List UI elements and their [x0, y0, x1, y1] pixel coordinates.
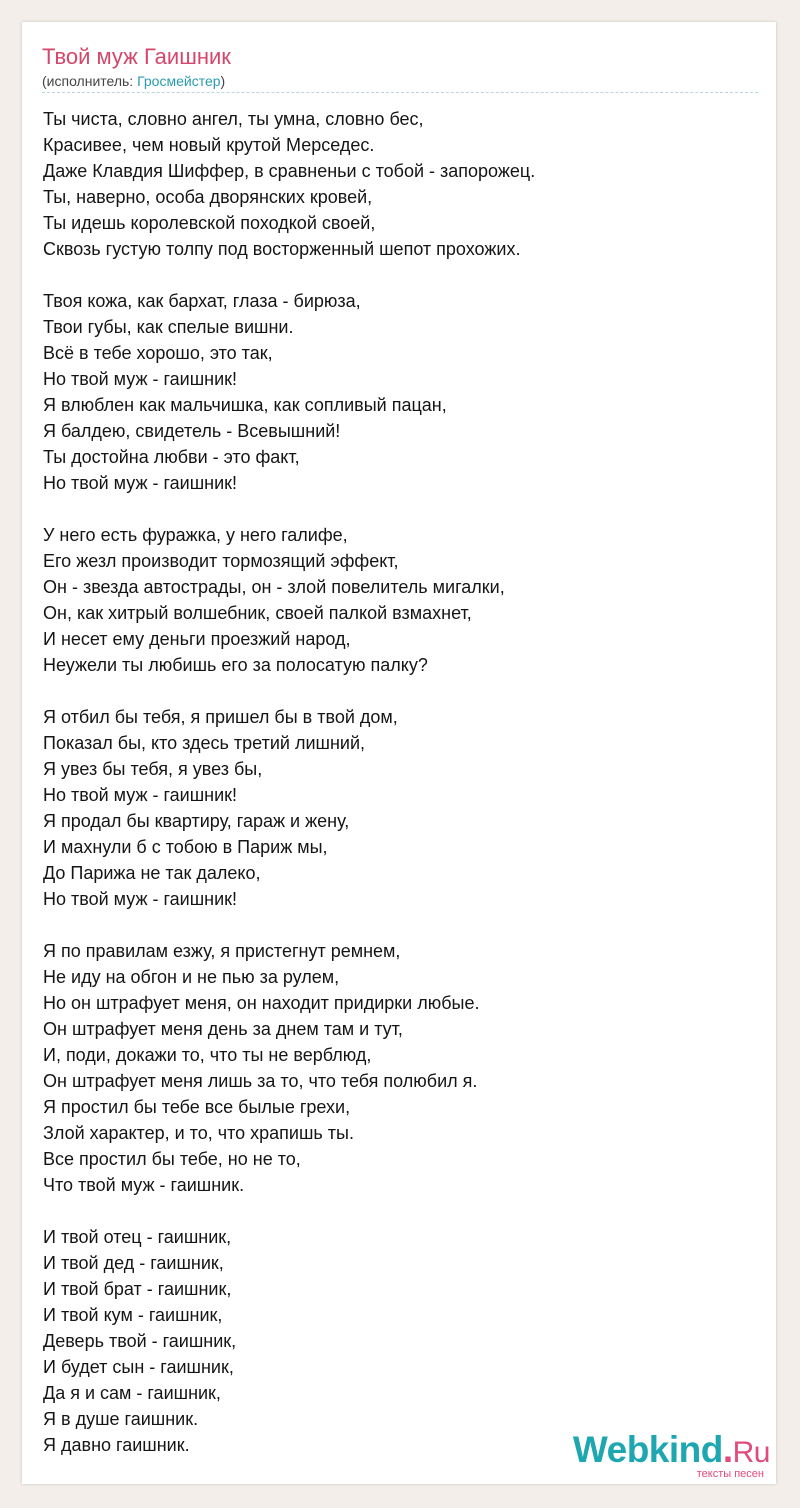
lyric-line: Я по правилам езжу, я пристегнут ремнем,	[43, 941, 401, 961]
lyric-line: Но твой муж - гаишник!	[43, 785, 238, 805]
lyric-line: Я простил бы тебе все былые грехи,	[43, 1097, 351, 1117]
lyric-line: До Парижа не так далеко,	[43, 863, 261, 883]
artist-byline	[42, 73, 225, 89]
lyric-line: Не иду на обгон и не пью за рулем,	[43, 967, 340, 987]
lyric-line: У него есть фуражка, у него галифе,	[43, 525, 348, 545]
lyric-line: И твой брат - гаишник,	[43, 1279, 232, 1299]
lyric-line: Я в душе гаишник.	[43, 1409, 199, 1429]
lyric-line: Всё в тебе хорошо, это так,	[43, 343, 273, 363]
lyric-line: Он - звезда автострады, он - злой повелитель мигалки,	[43, 577, 505, 597]
lyric-line: Я балдею, свидетель - Всевышний!	[43, 421, 341, 441]
logo-wordmark	[572, 1429, 770, 1471]
logo-tagline: тексты песен	[696, 1468, 764, 1480]
lyric-line: Но твой муж - гаишник!	[43, 473, 238, 493]
lyrics-text	[43, 106, 763, 1484]
lyric-line: Но твой муж - гаишник!	[43, 889, 238, 909]
logo-tld: Ru	[732, 1436, 770, 1469]
lyric-line: И твой отец - гаишник,	[43, 1227, 232, 1247]
lyric-line: Он штрафует меня день за днем там и тут,	[43, 1019, 403, 1039]
lyric-line: Ты, наверно, особа дворянских кровей,	[43, 187, 373, 207]
lyric-line: Он штрафует меня лишь за то, что тебя полюбил я.	[43, 1071, 478, 1091]
lyric-line: Но он штрафует меня, он находит придирки любые.	[43, 993, 480, 1013]
lyric-line: Я отбил бы тебя, я пришел бы в твой дом,	[43, 707, 398, 727]
lyric-line: Я продал бы квартиру, гараж и жену,	[43, 811, 350, 831]
artist-suffix: )	[220, 73, 226, 89]
lyric-line: Он, как хитрый волшебник, своей палкой взмахнет,	[43, 603, 472, 623]
lyric-line: Злой характер, и то, что храпишь ты.	[43, 1123, 354, 1143]
lyrics-stanza	[43, 106, 763, 262]
lyric-line: Даже Клавдия Шиффер, в сравненьи с тобой - запорожец.	[43, 161, 536, 181]
lyrics-stanza	[43, 704, 763, 912]
lyrics-stanza	[43, 288, 763, 496]
lyrics-stanza	[43, 522, 763, 678]
lyric-line: Показал бы, кто здесь третий лишний,	[43, 733, 365, 753]
lyric-line: Ты идешь королевской походкой своей,	[43, 213, 376, 233]
artist-link[interactable]: Гросмейстер	[137, 73, 221, 89]
lyric-line: Все простил бы тебе, но не то,	[43, 1149, 301, 1169]
title-divider	[42, 92, 758, 93]
logo-name: Webkind	[572, 1429, 723, 1470]
lyric-line: Но твой муж - гаишник!	[43, 369, 238, 389]
lyric-line: Красивее, чем новый крутой Мерседес.	[43, 135, 375, 155]
lyric-line: Да я и сам - гаишник,	[43, 1383, 221, 1403]
lyric-line: Ты достойна любви - это факт,	[43, 447, 300, 467]
lyric-line: Деверь твой - гаишник,	[43, 1331, 237, 1351]
lyric-line: И, поди, докажи то, что ты не верблюд,	[43, 1045, 372, 1065]
lyric-line: И будет сын - гаишник,	[43, 1357, 234, 1377]
lyric-line: Неужели ты любишь его за полосатую палку?	[43, 655, 428, 675]
lyric-line: И твой дед - гаишник,	[43, 1253, 224, 1273]
lyric-line: Его жезл производит тормозящий эффект,	[43, 551, 399, 571]
lyric-line: Твоя кожа, как бархат, глаза - бирюза,	[43, 291, 361, 311]
logo-dot: .	[722, 1429, 733, 1470]
lyric-line: Твои губы, как спелые вишни.	[43, 317, 294, 337]
artist-prefix: (исполнитель:	[42, 73, 138, 89]
lyric-line: Что твой муж - гаишник.	[43, 1175, 245, 1195]
lyric-line: Я влюблен как мальчишка, как сопливый пацан,	[43, 395, 447, 415]
lyric-line: И махнули б с тобою в Париж мы,	[43, 837, 328, 857]
lyrics-stanza	[43, 1224, 763, 1458]
song-title: Твой муж Гаишник	[42, 44, 231, 69]
lyric-line: Я давно гаишник.	[43, 1435, 190, 1455]
lyrics-stanza	[43, 938, 763, 1198]
lyric-line: Сквозь густую толпу под восторженный шепот прохожих.	[43, 239, 521, 259]
lyric-line: Я увез бы тебя, я увез бы,	[43, 759, 263, 779]
lyric-line: Ты чиста, словно ангел, ты умна, словно бес,	[43, 109, 424, 129]
lyrics-card	[22, 22, 776, 1484]
lyric-line: И твой кум - гаишник,	[43, 1305, 223, 1325]
webkind-logo[interactable]	[572, 1429, 770, 1480]
lyric-line: И несет ему деньги проезжий народ,	[43, 629, 351, 649]
